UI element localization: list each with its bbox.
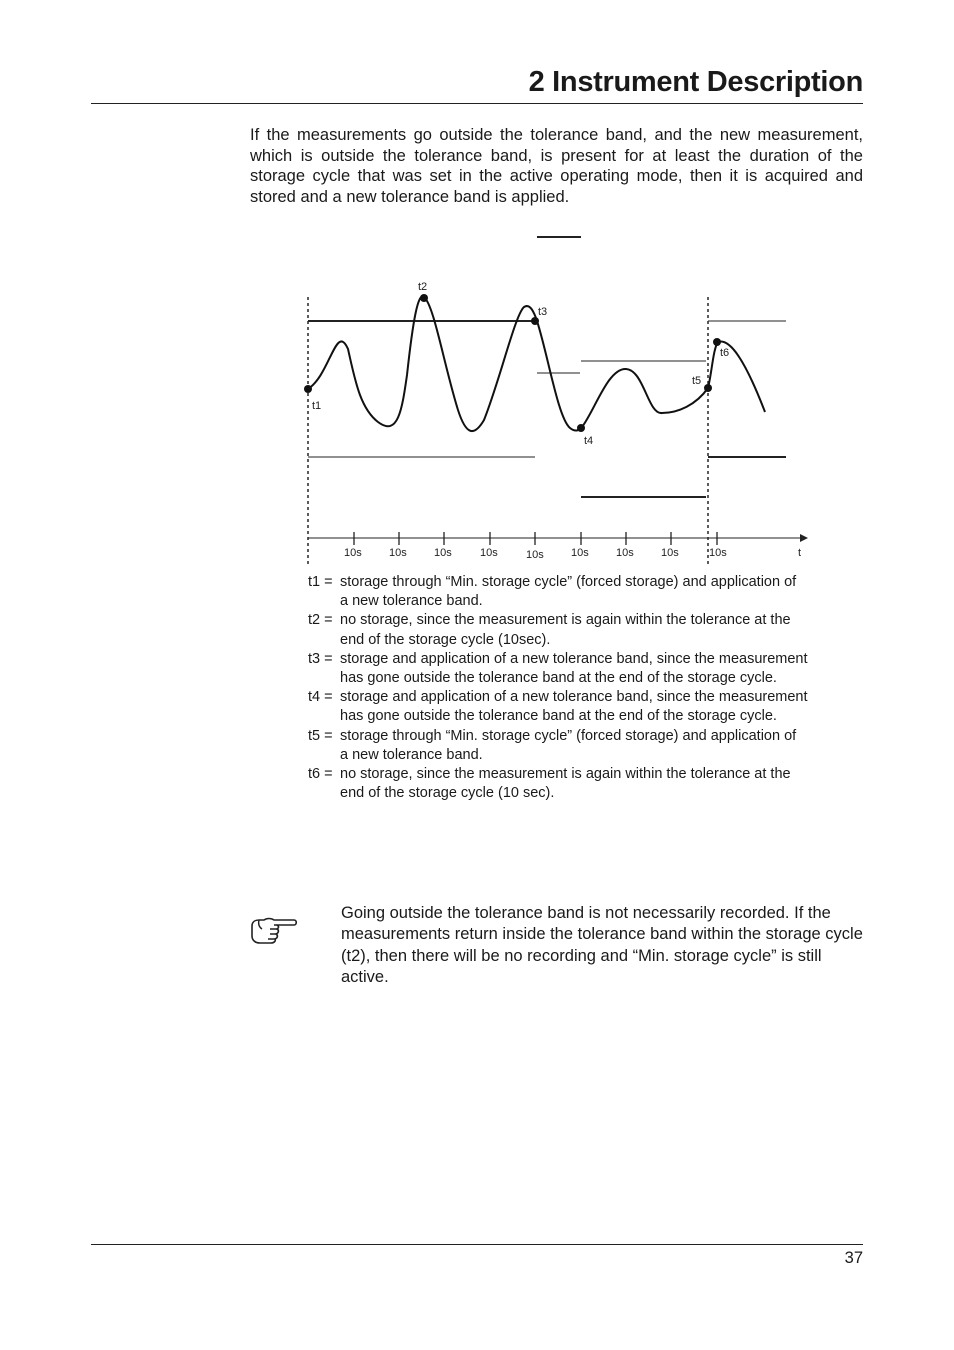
tick-label: 10s [616,547,634,559]
tick-label: 10s [480,547,498,559]
storage-point-t2 [420,294,428,302]
legend-item [308,573,808,611]
tick-label: 10s [344,547,362,559]
legend-key: t3 = [308,650,333,667]
legend-item [308,611,808,649]
note-text: Going outside the tolerance band is not necessarily recorded. If the measurements return inside the tolerance band within the storage cycle (t2), then there will be no recording and “Min. storage cycle” is still active. [341,904,863,986]
diagram-legend [308,573,808,803]
legend-key: t6 = [308,766,333,783]
point-label-t3: t3 [538,306,548,318]
storage-point-t6 [713,338,721,346]
legend-item [308,727,808,765]
point-label-t1: t1 [312,400,322,412]
footer-rule [91,1244,863,1245]
pointing-hand-icon [250,915,298,945]
legend-key: t5 = [308,727,333,744]
tolerance-band-diagram [0,0,954,600]
storage-point-t3 [531,317,539,325]
tick-label: 10s [571,547,589,559]
point-label-t5: t5 [692,375,702,387]
measurement-curve [308,296,765,431]
legend-text: storage and application of a new tolerance band, since the measurement has gone outside the tolerance band at the end of the storage cycle. [340,689,808,725]
tick-label: 10s [661,547,679,559]
legend-item [308,650,808,688]
tick-label: 10s [434,547,452,559]
tick-label: 10s [709,547,727,559]
legend-key: t1 = [308,574,333,590]
legend-key: t4 = [308,689,333,706]
point-label-t2: t2 [418,281,428,293]
chapter-title: 2 Instrument Description [528,66,863,98]
legend-text: no storage, since the measurement is again within the tolerance at the end of the storage cycle (10 sec). [340,766,791,802]
tick-label: 10s [526,549,544,561]
legend-text: storage through “Min. storage cycle” (forced storage) and application of a new tolerance band. [340,574,797,610]
legend-text: storage through “Min. storage cycle” (forced storage) and application of a new tolerance band. [340,727,797,763]
point-label-t6: t6 [720,347,730,359]
time-axis-arrowhead [800,534,808,542]
point-label-t4: t4 [584,435,594,447]
page-number: 37 [844,1249,863,1267]
tick-label: 10s [389,547,407,559]
legend-key: t2 = [308,612,333,629]
intro-paragraph: If the measurements go outside the tolerance band, and the new measurement, which is outside the tolerance band, is present for at least the duration of the storage cycle that was set in the active operating mode, then it is acquired and stored and a new tolerance band is applied. [250,126,863,207]
storage-point-t1 [304,385,312,393]
storage-point-t4 [577,424,585,432]
legend-item [308,688,808,726]
time-axis-label: t [798,547,802,559]
storage-point-t5 [704,384,712,392]
legend-text: no storage, since the measurement is again within the tolerance at the end of the storage cycle (10sec). [340,612,791,648]
legend-item [308,765,808,803]
legend-text: storage and application of a new tolerance band, since the measurement has gone outside the tolerance band at the end of the storage cycle. [340,650,808,687]
